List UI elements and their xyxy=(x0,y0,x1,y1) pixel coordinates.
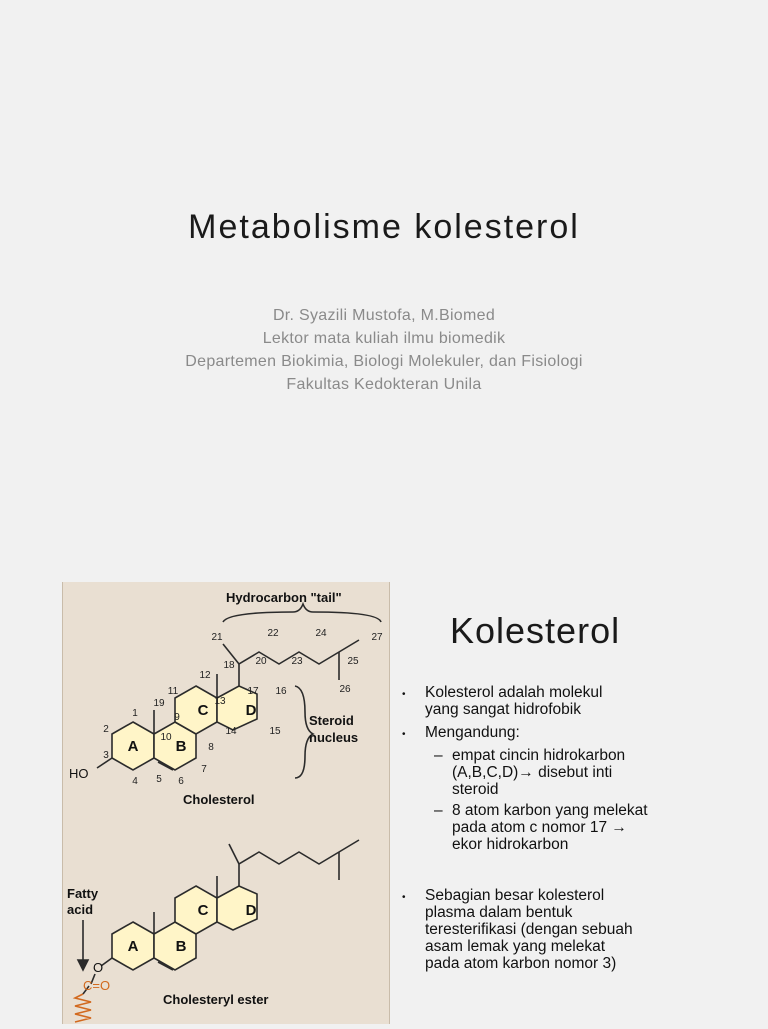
ester-ring-c-label: C xyxy=(197,902,209,919)
bullet-icon: • xyxy=(402,892,406,903)
bullet-text: Mengandung: xyxy=(425,724,520,741)
atom-number: 6 xyxy=(178,776,184,787)
sub-bullet-text: steroid xyxy=(452,781,499,798)
bullet-item xyxy=(400,887,760,972)
atom-number: 20 xyxy=(255,656,267,667)
bullet-text: yang sangat hidrofobik xyxy=(425,701,581,718)
bullet-icon: • xyxy=(402,729,406,740)
atom-number: 5 xyxy=(156,774,162,785)
sub-bullet-text: 8 atom karbon yang melekat xyxy=(452,802,648,819)
hydroxyl-label: HO xyxy=(69,766,89,781)
atom-number: 13 xyxy=(214,696,226,707)
sub-bullet-text: empat cincin hidrokarbon xyxy=(452,747,626,764)
atom-number: 3 xyxy=(103,750,109,761)
ester-ring-b-label: B xyxy=(175,938,187,955)
fatty-acid-label: Fatty xyxy=(67,886,99,901)
ring-b-label: B xyxy=(175,738,187,755)
section-title: Kolesterol xyxy=(450,610,621,651)
bullet-text: asam lemak yang melekat xyxy=(425,938,606,955)
bullet-text: Sebagian besar kolesterol xyxy=(425,887,605,904)
ester-ring-d-label: D xyxy=(245,902,257,919)
atom-number: 7 xyxy=(201,764,207,775)
atom-number: 27 xyxy=(371,632,383,643)
atom-number: 1 xyxy=(132,708,138,719)
atom-number: 8 xyxy=(208,742,214,753)
cholesterol-label: Cholesterol xyxy=(183,792,255,807)
bullet-text: plasma dalam bentuk xyxy=(425,904,573,921)
slide-title: Metabolisme kolesterol xyxy=(188,208,580,246)
bullet-text: Kolesterol adalah molekul xyxy=(425,684,603,701)
cholesterol-structure-figure xyxy=(62,582,390,1024)
atom-number: 12 xyxy=(199,670,211,681)
atom-number: 11 xyxy=(167,686,179,697)
atom-number: 9 xyxy=(174,712,180,723)
hydrocarbon-tail-label: Hydrocarbon "tail" xyxy=(226,590,342,605)
bullet-text: pada atom karbon nomor 3) xyxy=(425,955,617,972)
atom-number: 24 xyxy=(315,628,327,639)
cholesteryl-ester-label: Cholesteryl ester xyxy=(163,992,269,1007)
ester-ring-a-label: A xyxy=(127,938,139,955)
atom-number: 26 xyxy=(339,684,351,695)
sub-bullet-item xyxy=(400,747,760,798)
author-department: Departemen Biokimia, Biologi Molekuler, dan Fisiologi xyxy=(185,353,583,370)
author-faculty: Fakultas Kedokteran Unila xyxy=(286,376,482,393)
atom-number: 25 xyxy=(347,656,359,667)
atom-number: 10 xyxy=(160,732,172,743)
atom-number: 15 xyxy=(269,726,281,737)
steroid-nucleus-label-2: nucleus xyxy=(309,730,359,745)
bullet-icon: • xyxy=(402,689,406,700)
sub-bullet-text: ekor hidrokarbon xyxy=(452,836,569,853)
fatty-acid-label-2: acid xyxy=(67,902,94,917)
ring-a-label: A xyxy=(127,738,139,755)
oxygen-label: O xyxy=(93,960,104,975)
atom-number: 22 xyxy=(267,628,279,639)
structure-diagram xyxy=(63,582,389,1024)
dash-icon: – xyxy=(434,802,443,819)
atom-number: 17 xyxy=(247,686,259,697)
sub-bullet-text: pada atom c nomor 17 → xyxy=(452,819,627,836)
atom-number: 4 xyxy=(132,776,138,787)
sub-bullet-item xyxy=(400,802,760,853)
atom-number: 23 xyxy=(291,656,303,667)
atom-number: 14 xyxy=(225,726,237,737)
steroid-nucleus-label: Steroid xyxy=(309,713,354,728)
author-name: Dr. Syazili Mustofa, M.Biomed xyxy=(272,307,496,324)
bullet-list xyxy=(400,684,760,978)
carbonyl-label: C=O xyxy=(83,978,111,993)
dash-icon: – xyxy=(434,747,443,764)
sub-bullet-text: (A,B,C,D)→ disebut inti xyxy=(452,764,613,781)
author-position: Lektor mata kuliah ilmu biomedik xyxy=(262,330,506,347)
ring-c-label: C xyxy=(197,702,209,719)
author-block xyxy=(0,304,768,396)
ring-d-label: D xyxy=(245,702,257,719)
atom-number: 21 xyxy=(211,632,223,643)
atom-number: 18 xyxy=(223,660,235,671)
atom-number: 19 xyxy=(153,698,165,709)
bullet-text: teresterifikasi (dengan sebuah xyxy=(425,921,633,938)
bullet-item xyxy=(400,724,760,741)
atom-number: 2 xyxy=(103,724,109,735)
bullet-item xyxy=(400,684,760,718)
atom-number: 16 xyxy=(275,686,287,697)
